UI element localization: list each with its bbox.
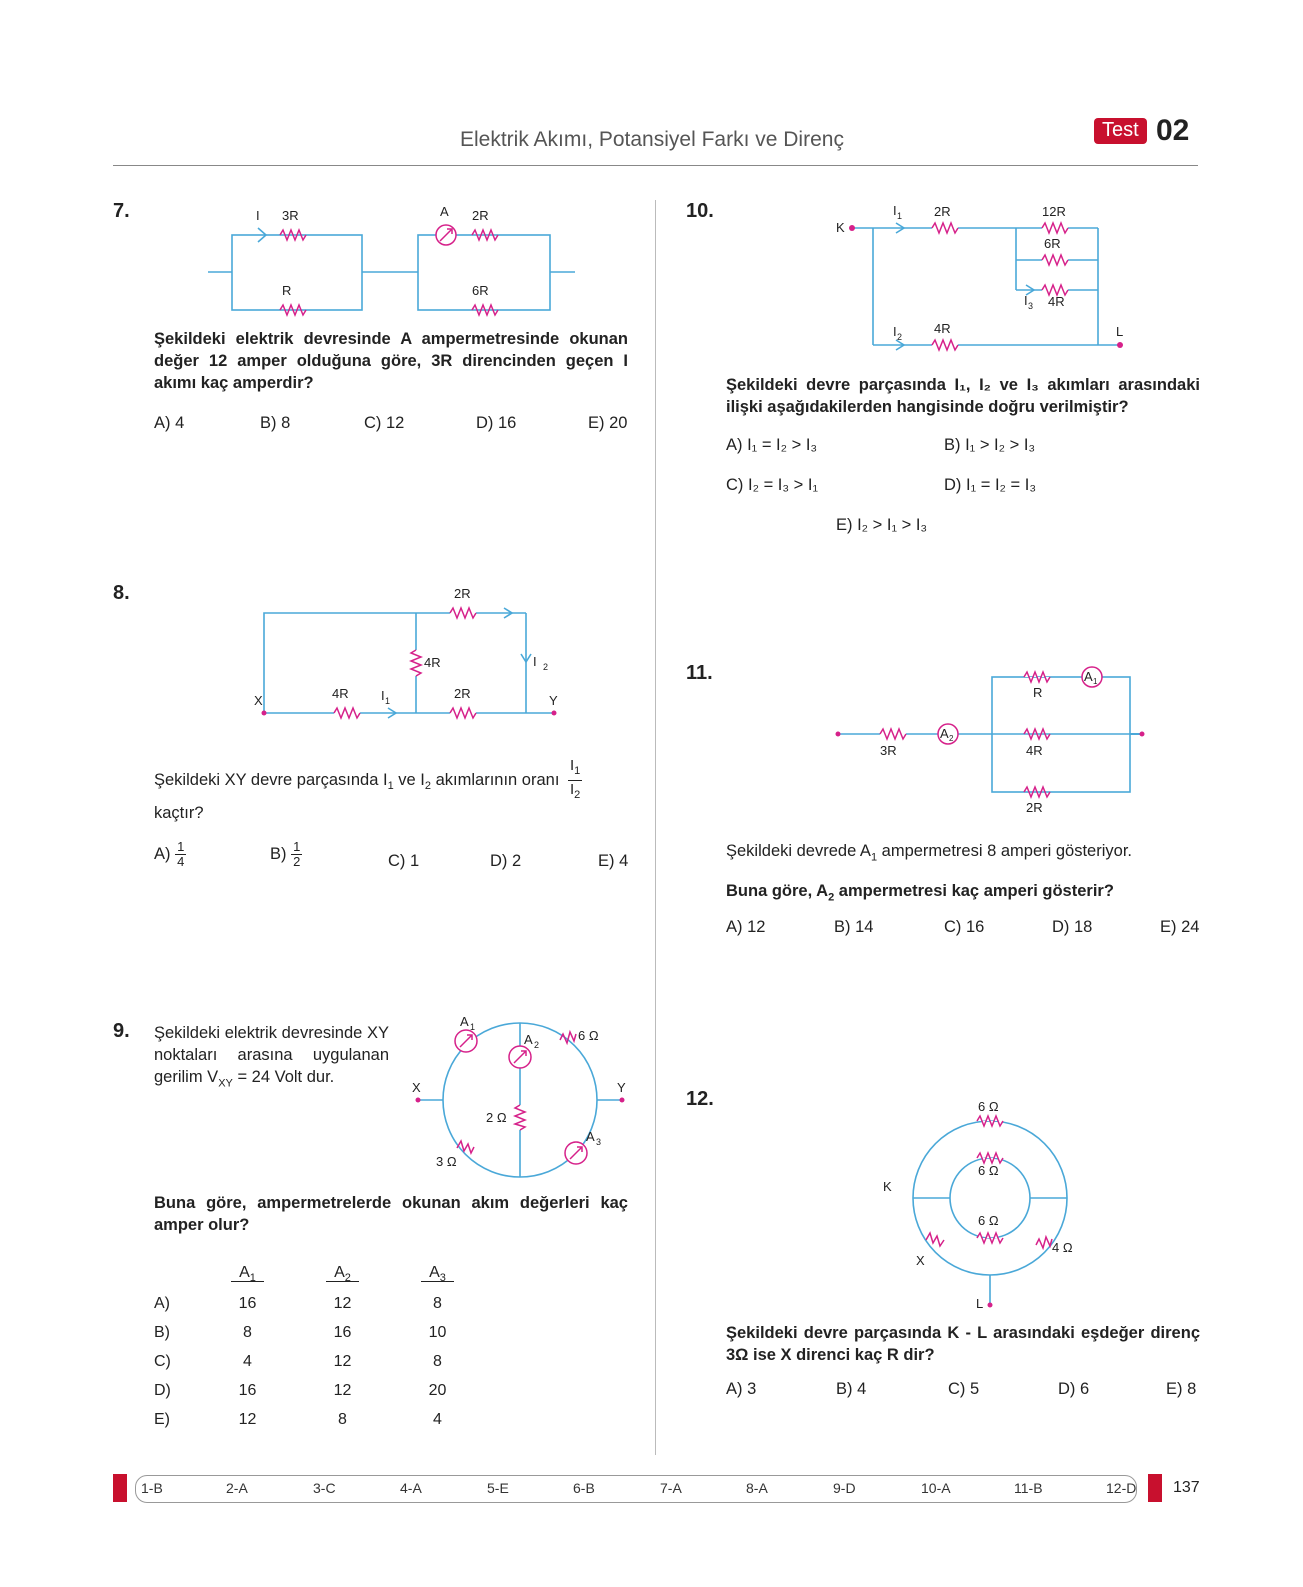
label-l: L (976, 1296, 984, 1310)
label-y: Y (617, 1080, 626, 1095)
resistor-6ohm-outer (977, 1116, 1003, 1126)
q11-option-b[interactable]: B) 14 (834, 918, 874, 936)
answer-key-1: 1-B (141, 1480, 163, 1496)
question-10-number: 10. (686, 200, 714, 222)
question-11-text: Şekildeki devrede $A_1$ ampermetresi 8 amperi gösteriyor. (726, 842, 1132, 864)
question-7-number: 7. (113, 200, 130, 222)
svg-text:2: 2 (543, 662, 549, 672)
label-6r: 6R (472, 283, 489, 298)
resistor-r (1024, 672, 1050, 682)
q7-option-b[interactable]: B) 8 (260, 414, 291, 432)
resistor-2r-bottom (450, 708, 476, 718)
label-y: Y (549, 693, 558, 708)
label-i3: I (1024, 293, 1028, 308)
col-header-a1: $A_1$ (231, 1264, 264, 1282)
label-a1: A (460, 1014, 469, 1029)
q9-option-c[interactable]: C) 4 12 8 (154, 1352, 442, 1370)
label-4r-bottom: 4R (934, 321, 951, 336)
answer-key-12: 12-D (1106, 1480, 1137, 1496)
resistor-6ohm-inner-top (977, 1153, 1003, 1163)
question-8-text: Şekildeki XY devre parçasında $I_1$ ve $I_2$ akımlarının oranı $\frac{I_1}{I_2}$ (154, 757, 634, 804)
question-12-number: 12. (686, 1088, 714, 1110)
q12-option-e[interactable]: E) 8 (1166, 1380, 1197, 1398)
label-3ohm: 3 Ω (436, 1154, 457, 1169)
test-badge: Test (1094, 118, 1147, 144)
label-2r: 2R (934, 204, 951, 219)
page-number: 137 (1173, 1479, 1200, 1496)
question-9-circuit (400, 1010, 640, 1195)
question-12-circuit (870, 1095, 1100, 1310)
question-11-circuit (830, 660, 1150, 820)
label-k: K (883, 1179, 892, 1194)
q8-option-a[interactable]: A) $\frac{1}{4}$ (154, 839, 185, 869)
question-9-text: Şekildeki elektrik devresinde XY noktaları arasına uygulanan gerilim $V_{XY} = 24$ Volt dur. (154, 1024, 389, 1090)
col-header-a3: $A_3$ (421, 1264, 454, 1282)
label-2r: 2R (1026, 800, 1043, 815)
q10-option-e[interactable]: E) I₂ > I₁ > I₃ (836, 516, 928, 534)
question-8-number: 8. (113, 582, 130, 604)
label-2r-top: 2R (454, 588, 471, 601)
label-a3: A (586, 1129, 595, 1144)
answer-key-9: 9-D (833, 1480, 856, 1496)
resistor-2r (932, 223, 958, 233)
label-i2: I (533, 654, 537, 669)
question-9-question: Buna göre, ampermetrelerde okunan akım değerleri kaç amper olur? (154, 1194, 628, 1234)
q8-option-d[interactable]: D) 2 (490, 852, 522, 870)
resistor-4r-left (334, 708, 360, 718)
svg-text:1: 1 (1093, 677, 1098, 686)
label-3r: 3R (880, 743, 897, 758)
q12-option-a[interactable]: A) 3 (726, 1380, 757, 1398)
q9-option-e[interactable]: E) 12 8 4 (154, 1410, 442, 1428)
resistor-6ohm (560, 1032, 576, 1043)
question-7-circuit (200, 200, 580, 320)
question-9-number: 9. (113, 1020, 130, 1042)
q8-option-c[interactable]: C) 1 (388, 852, 420, 870)
q7-option-c[interactable]: C) 12 (364, 414, 405, 432)
label-a2: A (940, 726, 949, 741)
svg-text:3: 3 (596, 1137, 602, 1147)
answer-key-3: 3-C (313, 1480, 336, 1496)
label-l: L (1116, 324, 1124, 339)
page-header-title: Elektrik Akımı, Potansiyel Farkı ve Direnç (460, 128, 844, 151)
label-x: X (916, 1253, 925, 1268)
label-x: X (412, 1080, 421, 1095)
resistor-4ohm (1036, 1237, 1052, 1248)
svg-text:1: 1 (385, 696, 391, 706)
q11-option-a[interactable]: A) 12 (726, 918, 766, 936)
label-i1: I (381, 688, 385, 703)
q9-option-d[interactable]: D) 16 12 20 (154, 1381, 447, 1399)
q10-option-b[interactable]: B) I₁ > I₂ > I₃ (944, 436, 1036, 454)
question-11-number: 11. (686, 662, 713, 684)
ratio-fraction: $\frac{I_1}{I_2}$ (570, 757, 581, 801)
svg-text:1: 1 (897, 211, 903, 221)
answer-key-6: 6-B (573, 1480, 595, 1496)
footer-red-block-left (113, 1474, 127, 1502)
q9-option-b[interactable]: B) 8 16 10 (154, 1323, 447, 1341)
svg-text:2: 2 (897, 332, 903, 342)
label-x: X (254, 693, 263, 708)
answer-key-7: 7-A (660, 1480, 682, 1496)
label-2r: 2R (472, 208, 489, 223)
answer-key-8: 8-A (746, 1480, 768, 1496)
label-i1: I (893, 203, 897, 218)
answer-key-2: 2-A (226, 1480, 248, 1496)
answer-key-4: 4-A (400, 1480, 422, 1496)
label-a2: A (524, 1032, 533, 1047)
svg-text:3: 3 (1028, 301, 1034, 311)
question-8-text-end: kaçtır? (154, 804, 204, 822)
label-2ohm: 2 Ω (486, 1110, 507, 1125)
q8-option-e[interactable]: E) 4 (598, 852, 629, 870)
column-divider (655, 200, 656, 1455)
label-4r: 4R (1026, 743, 1043, 758)
label-4r-mid: 4R (424, 655, 441, 670)
answer-key-bar (135, 1475, 1137, 1503)
label-4ohm: 4 Ω (1052, 1240, 1073, 1255)
resistor-12r (1042, 223, 1068, 233)
q10-option-c[interactable]: C) I₂ = I₃ > I₁ (726, 476, 819, 494)
resistor-4r-bottom (932, 340, 958, 350)
footer-red-block-right (1148, 1474, 1162, 1502)
label-6ohm-inner-bottom: 6 Ω (978, 1213, 999, 1228)
q7-option-a[interactable]: A) 4 (154, 414, 185, 432)
question-12-text: Şekildeki devre parçasında K - L arasındaki eşdeğer direnç 3Ω ise X direnci kaç R dir? (726, 1324, 1200, 1364)
question-10-text: Şekildeki devre parçasında I₁, I₂ ve I₃ akımları arasındaki ilişki aşağıdakilerden hangisinde doğru verilmiştir? (726, 376, 1200, 416)
question-7-text: Şekildeki elektrik devresinde A ampermetresinde okunan değer 12 amper olduğuna göre, 3R direncinden geçen I akımı kaç amperdir? (154, 330, 628, 392)
q12-option-b[interactable]: B) 4 (836, 1380, 867, 1398)
q12-option-d[interactable]: D) 6 (1058, 1380, 1090, 1398)
label-r: R (282, 283, 292, 298)
svg-text:2: 2 (534, 1040, 540, 1050)
q10-option-a[interactable]: A) I₁ = I₂ > I₃ (726, 436, 818, 454)
resistor-3r (880, 729, 906, 739)
resistor-2ohm (515, 1105, 525, 1130)
q11-option-e[interactable]: E) 24 (1160, 918, 1200, 936)
label-12r: 12R (1042, 204, 1066, 219)
answer-key-10: 10-A (921, 1480, 951, 1496)
label-4r-branch: 4R (1048, 294, 1065, 309)
label-k: K (836, 220, 845, 235)
answer-key-5: 5-E (487, 1480, 509, 1496)
label-a: A (440, 204, 449, 219)
label-4r-left: 4R (332, 686, 349, 701)
answer-key-11: 11-B (1014, 1480, 1043, 1496)
question-8-circuit (250, 588, 570, 728)
resistor-2r-top (450, 608, 476, 618)
q12-option-c[interactable]: C) 5 (948, 1380, 980, 1398)
question-9-answer-table (140, 1260, 485, 1434)
label-6ohm-inner-top: 6 Ω (978, 1163, 999, 1178)
question-10-circuit (830, 200, 1130, 360)
q10-option-d[interactable]: D) I₁ = I₂ = I₃ (944, 476, 1037, 494)
q11-option-c[interactable]: C) 16 (944, 918, 985, 936)
q7-option-d[interactable]: D) 16 (476, 414, 517, 432)
resistor-4r-mid (411, 650, 421, 676)
q7-option-e[interactable]: E) 20 (588, 414, 628, 432)
resistor-6r (1042, 255, 1068, 265)
label-2r-bottom: 2R (454, 686, 471, 701)
label-6ohm-outer: 6 Ω (978, 1099, 999, 1114)
label-3r: 3R (282, 208, 299, 223)
q8-option-b[interactable]: B) $\frac{1}{2}$ (270, 839, 301, 869)
q11-option-d[interactable]: D) 18 (1052, 918, 1093, 936)
col-header-a2: $A_2$ (326, 1264, 359, 1282)
label-i2: I (893, 324, 897, 339)
test-number: 02 (1156, 114, 1190, 147)
label-a1: A (1084, 669, 1093, 684)
label-i: I (256, 208, 260, 223)
svg-text:1: 1 (470, 1022, 476, 1032)
resistor-6ohm-inner-bottom (977, 1233, 1003, 1243)
q9-option-a[interactable]: A) 16 12 8 (154, 1294, 442, 1312)
header-divider (113, 165, 1198, 166)
svg-text:2: 2 (949, 734, 954, 743)
label-r: R (1033, 685, 1043, 700)
label-6r: 6R (1044, 236, 1061, 251)
label-6ohm: 6 Ω (578, 1028, 599, 1043)
question-11-question: Buna göre, $A_2$ ampermetresi kaç amperi gösterir? (726, 882, 1114, 904)
